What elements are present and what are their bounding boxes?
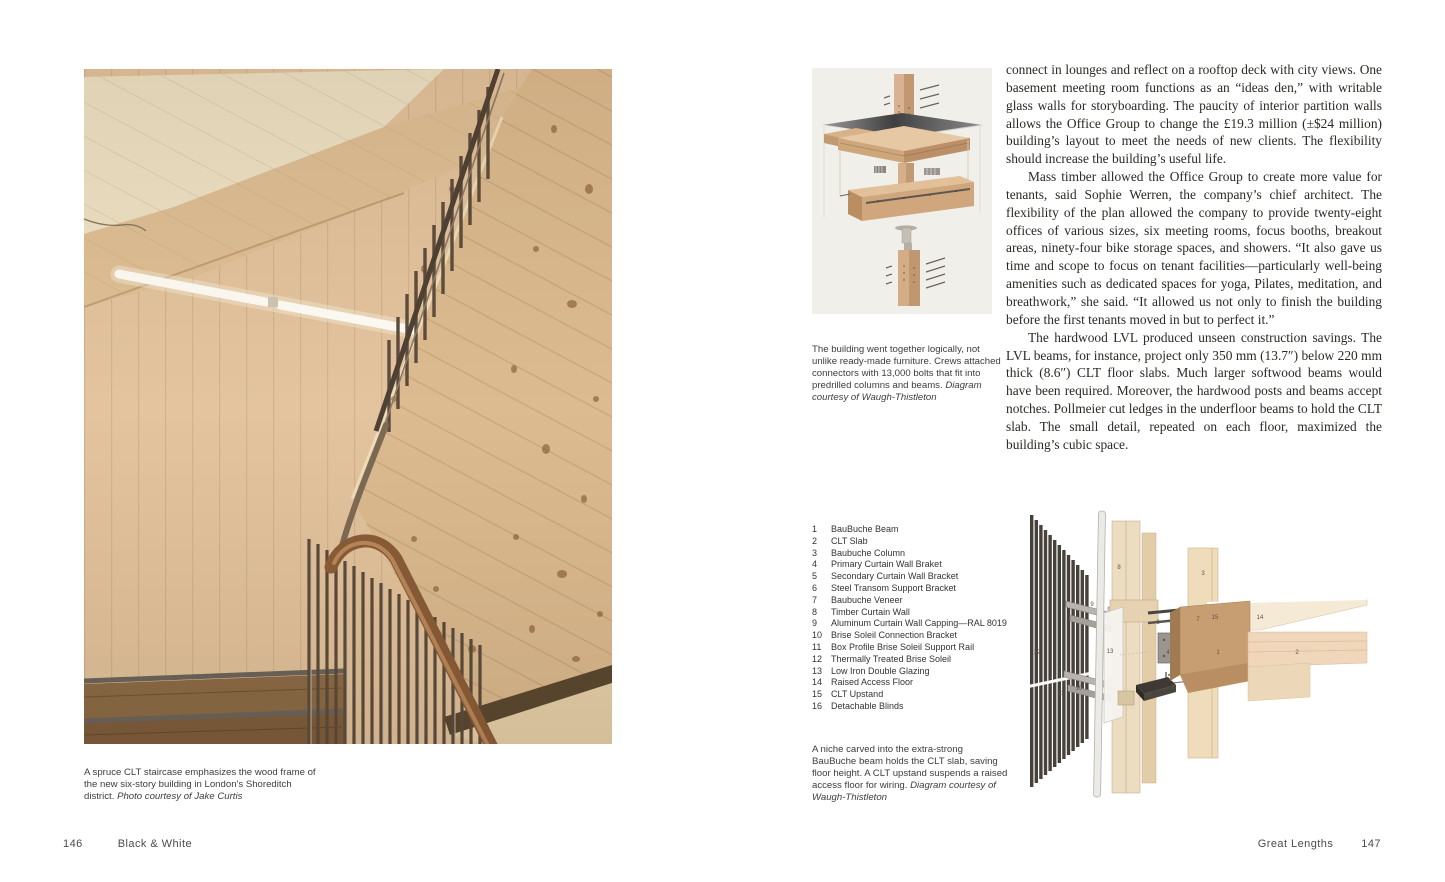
list-item [812,689,1022,701]
part-number: 12 [812,653,823,664]
part-number: 8 [812,606,818,617]
list-item [812,654,1022,666]
exploded-caption-text: A niche carved into the extra-strong BauBuche beam holds the CLT slab, saving floor height. A CLT upstand suspends a raised access floor for wiring. [812,744,1008,792]
part-label: Baubuche Column [831,547,906,558]
list-item [812,618,1022,630]
part-label: Detachable Blinds [831,700,904,711]
part-label: CLT Upstand [831,689,884,700]
connector-diagram [812,68,992,314]
connector-diagram-caption [812,344,1004,404]
body-paragraph-1: connect in lounges and reflect on a rooftop deck with city views. One basement meeting room functions as an “ideas den,” with writable glass walls for storyboarding. The paucity of interior partition walls allows the Office Group to change the £19.3 million (±$24 million) building’s layout to meet the needs of new clients. The flexibility should increase the building’s useful life. [1006,62,1382,167]
staircase-photo [84,69,612,744]
part-number: 13 [812,665,823,676]
diagram-label-3: 3 [1201,571,1205,577]
part-label: Timber Curtain Wall [831,606,910,617]
parts-list [812,524,1022,713]
diagram-label-11: 11 [1057,691,1065,697]
part-label: Aluminum Curtain Wall Capping—RAL 8019 [831,618,1007,629]
list-item [812,677,1022,689]
page-number-left: 146 [63,838,83,850]
diagram-label-10: 10 [1075,686,1083,692]
part-label: CLT Slab [831,535,868,546]
list-item [812,666,1022,678]
connector-caption-credit: Diagram courtesy of Waugh-Thistleton [812,380,982,404]
connector-caption-text: The building went together logically, not unlike ready-made furniture. Crews attached connectors with 13,000 bolts that fit into predrilled columns and beams. [812,344,1001,392]
part-number: 5 [812,571,818,582]
part-label: Box Profile Brise Soleil Support Rail [831,641,975,652]
footer-right [1258,838,1381,850]
exploded-diagram-illustration [1020,505,1400,817]
diagram-label-9: 9 [1090,602,1094,608]
photo-caption-text: A spruce CLT staircase emphasizes the wood frame of the new six-story building in London's Shoreditch district. [84,767,316,803]
section-title-right: Great Lengths [1257,838,1334,850]
part-number: 10 [812,630,823,641]
diagram-label-8: 8 [1117,565,1121,571]
footer-left [63,838,192,850]
part-number: 3 [812,547,818,558]
part-label: Low Iron Double Glazing [831,665,930,676]
list-item [812,536,1022,548]
part-number: 9 [812,618,818,629]
diagram-label-5: 5 [1171,685,1175,691]
body-paragraph-3: The hardwood LVL produced unseen construction savings. The LVL beams, for instance, project only 350 mm (13.7″) below 220 mm thick (8.6″) CLT floor slabs. Much larger softwood beams would have been required. Moreover, the hardwood posts and beams accept notches. Pollmeier cut ledges in the underfloor beams to hold the CLT slab. The small detail, repeated on each floor, maximized the building’s cubic space. [1006,329,1382,452]
exploded-caption-credit: Diagram courtesy of Waugh-Thistleton [812,780,996,804]
part-number: 6 [812,582,818,593]
staircase-photo-illustration [84,69,612,744]
connector-diagram-illustration [812,68,992,314]
part-label: Steel Transom Support Bracket [831,582,957,593]
list-item [812,595,1022,607]
list-item [812,524,1022,536]
diagram-label-2: 2 [1295,650,1299,656]
body-paragraph-2: Mass timber allowed the Office Group to create more value for tenants, said Sophie Werren, the company’s chief architect. The flexibility of the plan allowed the company to provide twenty-eight offices of various sizes, six meeting rooms, focus booths, breakout areas, ninety-four bike storage spaces, and showers. “It also gave us time and scope to focus on tenant facilities—particularly well-being amenities such as dedicated spaces for yoga, Pilates, meditation, and breathwork,” she said. “It allowed us not only to finish the building before the first tenants moved in but to perfect it.” [1006,169,1382,327]
list-item [812,701,1022,713]
part-label: Baubuche Veneer [831,594,903,605]
diagram-label-6: 6 [1156,620,1160,626]
diagram-label-15: 15 [1211,615,1219,621]
diagram-label-14: 14 [1256,615,1264,621]
list-item [812,559,1022,571]
part-number: 16 [812,700,823,711]
page-number-right: 147 [1361,838,1381,850]
part-label: Raised Access Floor [831,677,914,688]
part-label: Secondary Curtain Wall Bracket [831,571,959,582]
diagram-label-13: 13 [1106,649,1114,655]
list-item [812,607,1022,619]
list-item [812,548,1022,560]
part-label: Brise Soleil Connection Bracket [831,630,958,641]
section-title-left: Black & White [117,838,193,850]
photo-caption-credit: Photo courtesy of Jake Curtis [117,791,243,803]
diagram-label-12: 12 [1033,650,1041,656]
part-number: 2 [812,535,818,546]
list-item [812,571,1022,583]
part-number: 11 [812,641,822,652]
part-number: 15 [812,689,823,700]
body-text-column [1006,61,1382,454]
part-label: Primary Curtain Wall Braket [831,559,942,570]
photo-caption [84,767,324,803]
diagram-label-7: 7 [1196,617,1200,623]
diagram-label-4: 4 [1166,650,1170,656]
diagram-label-16: 16 [1144,693,1152,699]
part-label: Thermally Treated Brise Soleil [831,653,952,664]
part-number: 1 [812,524,818,534]
part-number: 14 [812,677,823,688]
exploded-diagram [1020,505,1400,817]
list-item [812,630,1022,642]
list-item [812,642,1022,654]
list-item [812,583,1022,595]
exploded-diagram-caption [812,744,1008,804]
diagram-label-1: 1 [1216,650,1220,656]
part-number: 7 [812,594,818,605]
part-label: BauBuche Beam [831,524,899,534]
part-number: 4 [812,559,818,570]
